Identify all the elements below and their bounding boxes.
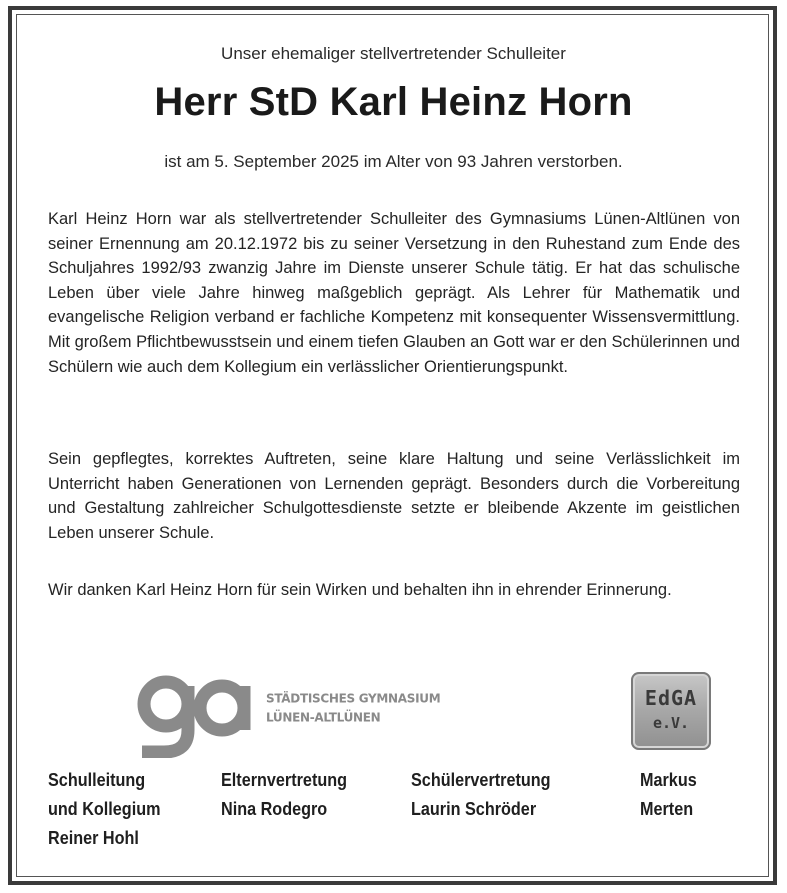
edga-logo-line1: EdGA	[644, 686, 698, 710]
school-logo-text	[266, 689, 440, 727]
signature-line: Reiner Hohl	[48, 828, 139, 848]
school-logo-line1: STÄDTISCHES GYMNASIUM	[266, 691, 441, 706]
edga-logo	[631, 672, 711, 750]
school-logo-line2: LÜNEN-ALTLÜNEN	[266, 710, 381, 725]
signature-line: Laurin Schröder	[411, 799, 537, 819]
signature-parents	[221, 766, 347, 824]
paragraph-character: Sein gepflegtes, korrektes Auftreten, seine klare Haltung und seine Verlässlichkeit im Unterricht haben Generationen von Lernenden geprägt. Besonders durch die Vorbereitung und Gestaltung zahlreicher Schulgottesdienste setzte er bleibende Akzente im geistlichen Leben unserer Schule.	[48, 450, 740, 542]
signature-line: Markus	[640, 770, 697, 790]
signature-line: Merten	[640, 799, 694, 819]
signature-students	[411, 766, 551, 824]
signature-line: Schulleitung	[48, 770, 146, 790]
signature-line: und Kollegium	[48, 799, 161, 819]
edga-logo-line2: e.V.	[652, 714, 690, 732]
deceased-name: Herr StD Karl Heinz Horn	[154, 80, 633, 124]
signature-line: Elternvertretung	[221, 770, 348, 790]
paragraph-career: Karl Heinz Horn war als stellvertretender Schulleiter des Gymnasiums Lünen-Altlünen von seiner Ernennung am 20.12.1972 bis zu seiner Versetzung in den Ruhestand zum Ende des Schuljahres 1992/93 zwanzig Jahre im Dienste unserer Schule tätig. Er hat das schulische Leben über viele Jahre hinweg maßgeblich geprägt. Als Lehrer für Mathematik und evangelische Religion verband er fachliche Kompetenz mit konsequenter Wissensvermittlung. Mit großem Pflichtbewusstsein und einem tiefen Glauben an Gott war er den Schülerinnen und Schülern wie auch dem Kollegium ein verlässlicher Orientierungspunkt.	[48, 210, 740, 376]
intro-line: Unser ehemaliger stellvertretender Schulleiter	[221, 44, 566, 63]
signature-school-management	[48, 766, 161, 853]
death-line: ist am 5. September 2025 im Alter von 93 Jahren verstorben.	[164, 152, 623, 171]
signature-association	[640, 766, 697, 824]
paragraph-thanks: Wir danken Karl Heinz Horn für sein Wirken und behalten ihn in ehrender Erinnerung.	[48, 581, 672, 599]
signature-line: Nina Rodegro	[221, 799, 328, 819]
signature-line: Schülervertretung	[411, 770, 551, 790]
